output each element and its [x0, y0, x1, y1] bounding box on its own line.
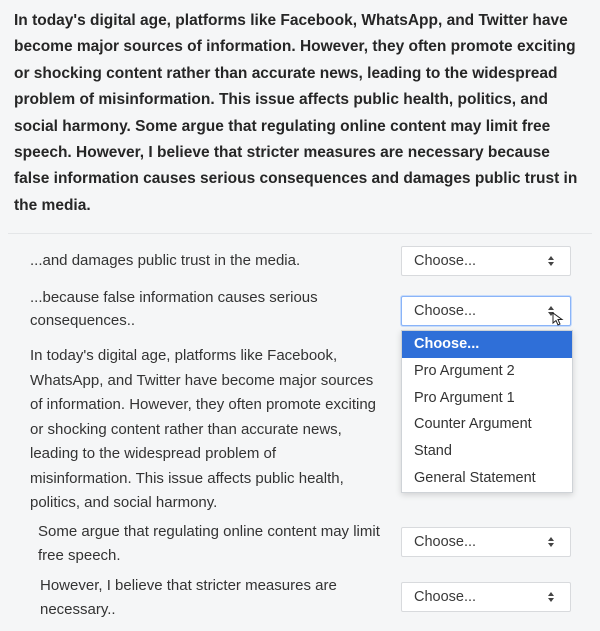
question-1-text	[30, 250, 300, 273]
question-1-select[interactable]	[401, 246, 571, 276]
dropdown-option[interactable]: Counter Argument	[414, 416, 532, 433]
select-value: Choose...	[414, 303, 477, 319]
question-5-text	[40, 574, 337, 622]
sort-arrows-icon	[546, 591, 556, 603]
select-value: Choose...	[414, 253, 477, 269]
question-line: leading to the widespread problem of	[30, 445, 276, 462]
dropdown-list	[401, 330, 573, 493]
mouse-cursor-icon	[552, 312, 564, 331]
passage-line: social harmony. Some argue that regulating online content may limit free	[14, 117, 551, 135]
dropdown-option[interactable]: Stand	[414, 443, 452, 460]
question-2-select[interactable]	[401, 296, 571, 326]
question-line: WhatsApp, and Twitter have become major sources	[30, 371, 374, 389]
passage-line: the media.	[14, 196, 91, 214]
sort-arrows-icon	[546, 536, 556, 548]
question-4-select[interactable]	[401, 527, 571, 557]
question-3-text	[30, 344, 376, 516]
question-line: or shocking content rather than accurate news,	[30, 420, 342, 438]
passage-line: problem of misinformation. This issue affects public health, politics, and	[14, 91, 548, 109]
sort-arrows-icon	[546, 255, 556, 267]
question-line: In today's digital age, platforms like Facebook,	[30, 347, 338, 364]
question-5-select[interactable]	[401, 582, 571, 612]
question-line: misinformation. This issue affects public health,	[30, 469, 344, 487]
question-line: consequences..	[30, 311, 136, 329]
question-line: ...and damages public trust in the media.	[30, 252, 301, 269]
passage-line: or shocking content rather than accurate news, leading to the widespread	[14, 64, 558, 82]
question-line: free speech.	[38, 547, 121, 564]
passage-line: In today's digital age, platforms like Facebook, WhatsApp, and Twitter have	[14, 12, 568, 29]
question-line: However, I believe that stricter measures are	[40, 577, 337, 594]
divider	[8, 233, 592, 234]
dropdown-option[interactable]: Pro Argument 2	[414, 362, 515, 379]
passage-line: speech. However, I believe that stricter measures are necessary because	[14, 144, 550, 162]
passage-line: false information causes serious consequences and damages public trust in	[14, 170, 578, 188]
passage-text	[14, 8, 580, 219]
dropdown-option[interactable]: Pro Argument 1	[414, 389, 515, 406]
dropdown-option[interactable]: General Statement	[414, 469, 536, 486]
dropdown-option[interactable]: Choose...	[402, 331, 572, 358]
select-value: Choose...	[414, 534, 477, 550]
question-line: of information. However, they often promote exciting	[30, 396, 377, 413]
passage-line: become major sources of information. However, they often promote exciting	[14, 38, 576, 56]
select-value: Choose...	[414, 589, 477, 605]
question-4-text	[38, 520, 380, 568]
question-line: Some argue that regulating online content may limit	[38, 523, 380, 540]
question-line: politics, and social harmony.	[30, 494, 218, 511]
question-2-text	[30, 287, 318, 332]
question-line: ...because false information causes serious	[30, 289, 318, 306]
question-line: necessary..	[40, 601, 116, 618]
